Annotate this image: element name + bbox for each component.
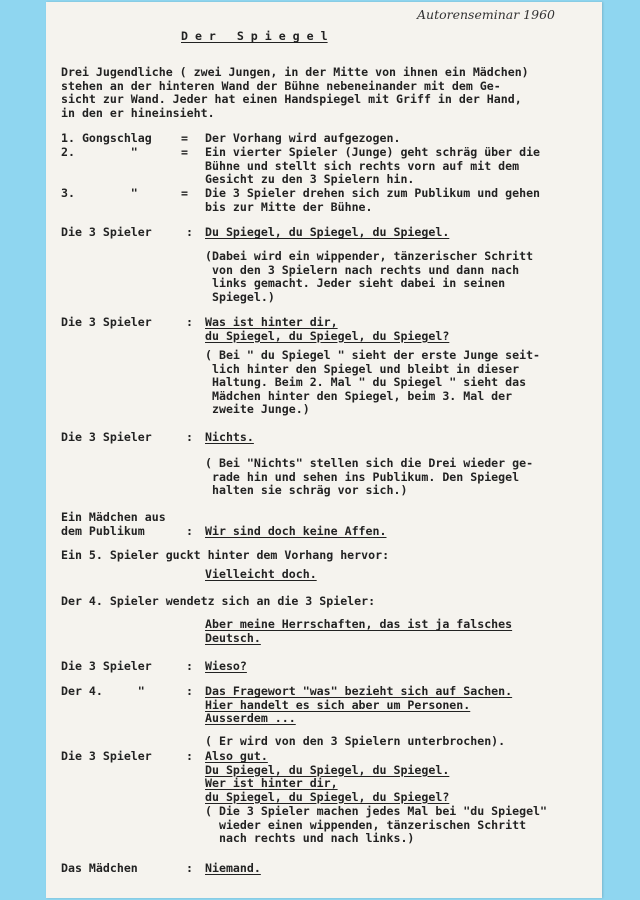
speaker-separator: : xyxy=(186,684,193,698)
dialogue-line: Nichts. xyxy=(205,430,254,444)
dialogue-line: Also gut. xyxy=(205,749,268,763)
speaker-separator: : xyxy=(186,523,193,538)
dialogue-line: Aber meine Herrschaften, das ist ja falsches xyxy=(205,617,513,631)
speaker-separator: : xyxy=(186,315,193,329)
speaker-name: Die 3 Spieler xyxy=(61,659,152,673)
speaker-separator: : xyxy=(186,430,193,444)
stage-direction-line: ( Bei " du Spiegel " sieht der erste Junge seit- xyxy=(205,348,541,362)
step-label: 2. " xyxy=(61,145,138,159)
stage-direction-line: von den 3 Spielern nach rechts und dann nach xyxy=(205,262,520,277)
dialogue-line: Du Spiegel, du Spiegel, du Spiegel. xyxy=(205,225,450,239)
stage-direction-line: nach rechts und nach links.) xyxy=(205,831,415,845)
dialogue-line: Hier handelt es sich aber um Personen. xyxy=(205,697,471,712)
speaker-separator: : xyxy=(186,659,193,673)
intro-line: stehen an der hinteren Wand der Bühne nebeneinander mit dem Ge- xyxy=(61,78,501,93)
step-line: Gesicht zu den 3 Spielern hin. xyxy=(205,172,415,186)
step-label: 3. " xyxy=(61,186,138,200)
step-label: 1. Gongschlag xyxy=(61,131,152,145)
step-line: Bühne und stellt sich rechts vorn auf mit dem xyxy=(205,158,520,173)
stage-direction-line: ( Bei "Nichts" stellen sich die Drei wieder ge- xyxy=(205,456,534,470)
step-separator: = xyxy=(181,131,188,145)
narration-line: Der 4. Spieler wendetz sich an die 3 Spieler: xyxy=(61,594,376,608)
handwritten-annotation: Autorenseminar 1960 xyxy=(417,7,555,22)
stage-direction-line: Mädchen hinter den Spiegel, beim 3. Mal der xyxy=(205,388,513,403)
stage-direction-line: zweite Junge.) xyxy=(205,402,310,416)
dialogue-line: du Spiegel, du Spiegel, du Spiegel? xyxy=(205,789,450,804)
step-line: bis zur Mitte der Bühne. xyxy=(205,199,373,214)
dialogue-line: Wieso? xyxy=(205,659,247,673)
step-separator: = xyxy=(181,145,188,159)
speaker-name: Die 3 Spieler xyxy=(61,749,152,763)
intro-line: in den er hineinsieht. xyxy=(61,105,215,120)
speaker-separator: : xyxy=(186,749,193,763)
stage-direction-line: wieder einen wippenden, tänzerischen Schritt xyxy=(205,817,527,832)
stage-direction-line: ( Er wird von den 3 Spielern unterbrochen). xyxy=(205,734,506,748)
intro-line: sicht zur Wand. Jeder hat einen Handspiegel mit Griff in der Hand, xyxy=(61,92,522,106)
stage-direction-line: (Dabei wird ein wippender, tänzerischer Schritt xyxy=(205,249,534,263)
speaker-name: Die 3 Spieler xyxy=(61,315,152,329)
speaker-name: Ein Mädchen aus xyxy=(61,510,166,524)
speaker-name: Die 3 Spieler xyxy=(61,225,152,239)
page-title: D e r S p i e g e l xyxy=(181,29,328,43)
step-line: Ein vierter Spieler (Junge) geht schräg über die xyxy=(205,145,541,159)
dialogue-line: Niemand. xyxy=(205,861,261,875)
stage-direction-line: rade hin und sehen ins Publikum. Den Spiegel xyxy=(205,469,520,484)
step-line: Die 3 Spieler drehen sich zum Publikum und gehen xyxy=(205,186,541,200)
dialogue-line: Das Fragewort "was" bezieht sich auf Sachen. xyxy=(205,684,513,698)
step-line: Der Vorhang wird aufgezogen. xyxy=(205,131,401,145)
speaker-separator: : xyxy=(186,225,193,239)
speaker-name: dem Publikum xyxy=(61,523,145,538)
stage-direction-line: Haltung. Beim 2. Mal " du Spiegel " sieht das xyxy=(205,375,527,389)
dialogue-line: du Spiegel, du Spiegel, du Spiegel? xyxy=(205,328,450,343)
dialogue-line: Was ist hinter dir, xyxy=(205,315,338,329)
stage-direction-line: lich hinter den Spiegel und bleibt in dieser xyxy=(205,361,520,376)
speaker-separator: : xyxy=(186,861,193,875)
narration-line: Ein 5. Spieler guckt hinter dem Vorhang hervor: xyxy=(61,548,390,562)
dialogue-line: Du Spiegel, du Spiegel, du Spiegel. xyxy=(205,762,450,777)
stage-direction-line: ( Die 3 Spieler machen jedes Mal bei "du Spiegel" xyxy=(205,804,548,818)
stage-direction-line: halten sie schräg vor sich.) xyxy=(205,483,408,497)
speaker-name: Die 3 Spieler xyxy=(61,430,152,444)
stage-direction-line: links gemacht. Jeder sieht dabei in seinen xyxy=(205,276,506,290)
intro-line: Drei Jugendliche ( zwei Jungen, in der Mitte von ihnen ein Mädchen) xyxy=(61,65,529,79)
stage-direction-line: Spiegel.) xyxy=(205,289,275,304)
dialogue-line: Deutsch. xyxy=(205,630,261,645)
dialogue-line: Wir sind doch keine Affen. xyxy=(205,523,387,538)
dialogue-line: Wer ist hinter dir, xyxy=(205,776,338,790)
speaker-name: Das Mädchen xyxy=(61,861,138,875)
speaker-name: Der 4. " xyxy=(61,684,145,698)
dialogue-line: Ausserdem ... xyxy=(205,711,296,725)
step-separator: = xyxy=(181,186,188,200)
dialogue-line: Vielleicht doch. xyxy=(205,567,317,581)
